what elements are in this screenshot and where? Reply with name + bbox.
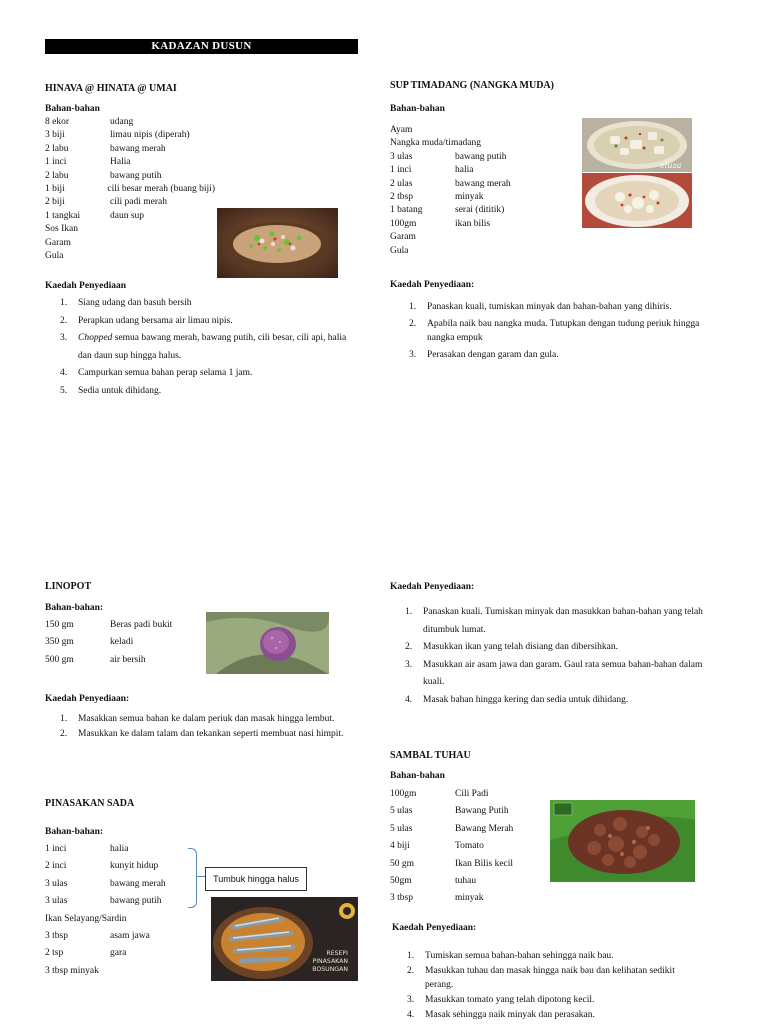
step-item: 4. Masak sehingga naik minyak dan perasakan. (407, 1010, 595, 1020)
ingredient-row: Garam (45, 237, 71, 248)
ingredient-row: 3 ulas bawang putih (45, 896, 162, 907)
ingredient-row: Ikan Selayang/Sardin (45, 913, 127, 924)
ingredient-row: 2 inci kunyit hidup (45, 861, 159, 872)
ingredient-row: Ayam (390, 125, 413, 135)
ingredient-row: Sos Ikan (45, 224, 78, 235)
step-item: 4. Masak bahan hingga kering dan sedia untuk dihidang. (405, 694, 629, 705)
hinava-photo (217, 208, 338, 278)
grouping-brace (188, 848, 197, 908)
linopot-title: LINOPOT (45, 581, 92, 592)
ingredient-row: Garam (390, 232, 416, 243)
step-item: 2. Masukkan ikan yang telah disiang dan dibersihkan. (405, 642, 618, 652)
brace-connector (196, 876, 205, 877)
page-banner: KADAZAN DUSUN (45, 39, 358, 54)
sambal-steps (392, 949, 702, 1023)
ingredient-row: Gula (45, 250, 64, 261)
ingredient-row: 3 ulas bawang merah (45, 878, 166, 889)
ingredient-row: 2 tsp gara (45, 948, 127, 959)
pinasakan-photo (211, 897, 358, 981)
ingredient-row: 3 tbsp asam jawa (45, 930, 150, 941)
ingredient-row: 50gm tuhau (390, 875, 477, 886)
ingredient-row: 50 gm Ikan Bilis kecil (390, 858, 514, 869)
sambal-bahan-heading: Bahan-bahan (390, 771, 445, 781)
photo-caption-line: RESEPI (326, 950, 348, 957)
ingredient-row: 1 inci Halia (45, 157, 131, 168)
linopot-steps (45, 712, 355, 742)
pound-finely-callout: Tumbuk hingga halus (205, 867, 307, 891)
ingredient-row: 1 inci halia (390, 165, 474, 176)
pinasakan-kaedah-heading: Kaedah Penyediaan: (390, 582, 475, 592)
sup-title: SUP TIMADANG (NANGKA MUDA) (390, 80, 554, 91)
sup-photo-top (582, 118, 692, 172)
sup-photo-watermark: eluza (660, 161, 682, 170)
sambal-title: SAMBAL TUHAU (390, 750, 471, 761)
step-item: 5. Sedia untuk dihidang. (60, 385, 162, 396)
linopot-ingredient-list (45, 617, 205, 669)
ingredient-row: 1 batang serai (dititik) (390, 205, 505, 216)
ingredient-row: 5 ulas Bawang Merah (390, 823, 514, 834)
hinava-title: HINAVA @ HINATA @ UMAI (45, 83, 177, 94)
ingredient-row: 5 ulas Bawang Putih (390, 806, 509, 817)
ingredient-row: 2 labu bawang merah (45, 143, 166, 154)
ingredient-row: 2 ulas bawang merah (390, 178, 511, 189)
ingredient-row: 1 biji cili besar merah (buang biji) (45, 183, 215, 194)
ingredient-row: Nangka muda/timadang (390, 138, 482, 149)
ingredient-row: 500 gm air bersih (45, 654, 146, 665)
hinava-kaedah-heading: Kaedah Penyediaan (45, 281, 127, 291)
step-item: 3. Chopped semua bawang merah, bawang putih, cili besar, cili api, halia dan daun sup hingga halus. (60, 333, 347, 361)
ingredient-row: 150 gm Beras padi bukit (45, 620, 173, 630)
sambal-photo (550, 800, 695, 882)
ingredient-row: 8 ekor udang (45, 117, 134, 127)
step-item: 1. Tumiskan semua bahan-bahan sehingga naik bau. (407, 951, 614, 961)
sambal-ingredient-list (390, 786, 550, 908)
photo-caption-line: PINASAKAN (312, 958, 348, 965)
ingredient-row: 3 ulas bawang putih (390, 151, 507, 162)
hinava-steps (45, 295, 355, 400)
step-item: 3. Masukkan air asam jawa dan garam. Gaul rata semua bahan-bahan dalam kuali. (405, 659, 703, 687)
ingredient-row: 2 biji cili padi merah (45, 197, 167, 208)
ingredient-row: 3 tbsp minyak (390, 893, 484, 904)
ingredient-row: 1 inci halia (45, 844, 129, 854)
step-item: 2. Perapkan udang bersama air limau nipis. (60, 315, 233, 326)
linopot-bahan-heading: Bahan-bahan: (45, 603, 104, 613)
hinava-ingredient-list (45, 116, 215, 263)
step-item: 1. Siang udang dan basuh bersih (60, 298, 192, 308)
step-item: 3. Masukkan tomato yang telah dipotong kecil. (407, 995, 595, 1005)
ingredient-row: 3 biji limau nipis (diperah) (45, 130, 190, 141)
pinasakan-steps (390, 604, 710, 709)
step-item: 2. Apabila naik bau nangka muda. Tutupkan dengan tudung periuk hingga nangka empuk (409, 319, 700, 343)
sup-kaedah-heading: Kaedah Penyediaan: (390, 280, 475, 290)
ingredient-row: 4 biji Tomato (390, 841, 484, 852)
step-item: 2. Masukkan ke dalam talam dan tekankan seperti membuat nasi himpit. (60, 729, 344, 739)
linopot-photo (206, 612, 329, 674)
ingredient-row: 350 gm keladi (45, 637, 134, 648)
step-item: 1. Panaskan kuali. Tumiskan minyak dan masukkan bahan-bahan yang telah ditumbuk lumat. (405, 607, 703, 635)
ingredient-row: 1 tangkai daun sup (45, 210, 145, 221)
step-item: 3. Perasakan dengan garam dan gula. (409, 350, 559, 360)
ingredient-row: 2 tbsp minyak (390, 191, 484, 202)
step-item: 1. Panaskan kuali, tumiskan minyak dan bahan-bahan yang dihiris. (409, 302, 672, 312)
ingredient-row: 100gm ikan bilis (390, 218, 491, 229)
sup-photo-bottom (582, 173, 692, 228)
step-item: 4. Campurkan semua bahan perap selama 1 jam. (60, 368, 253, 378)
photo-caption-line: BOSUNGAN (312, 966, 348, 973)
hinava-bahan-heading: Bahan-bahan (45, 104, 100, 114)
ingredient-row: 2 labu bawang putih (45, 170, 162, 181)
sup-steps (394, 300, 704, 365)
pinasakan-ingredient-list (45, 841, 205, 980)
ingredient-row: Gula (390, 245, 409, 256)
linopot-kaedah-heading: Kaedah Penyediaan: (45, 694, 130, 704)
step-item: 2. Masukkan tuhau dan masak hingga naik bau dan kelihatan sedikit perang. (407, 966, 675, 990)
pinasakan-bahan-heading: Bahan-bahan: (45, 827, 104, 837)
ingredient-row: 100gm Cili Padi (390, 789, 489, 799)
ingredient-row: 3 tbsp minyak (45, 965, 99, 976)
step-item: 1. Masakkan semua bahan ke dalam periuk dan masak hingga lembut. (60, 714, 335, 724)
sup-bahan-heading: Bahan-bahan (390, 104, 445, 114)
sambal-kaedah-heading: Kaedah Penyediaan: (392, 923, 477, 933)
sup-ingredient-list (390, 124, 580, 258)
pinasakan-title: PINASAKAN SADA (45, 798, 135, 809)
